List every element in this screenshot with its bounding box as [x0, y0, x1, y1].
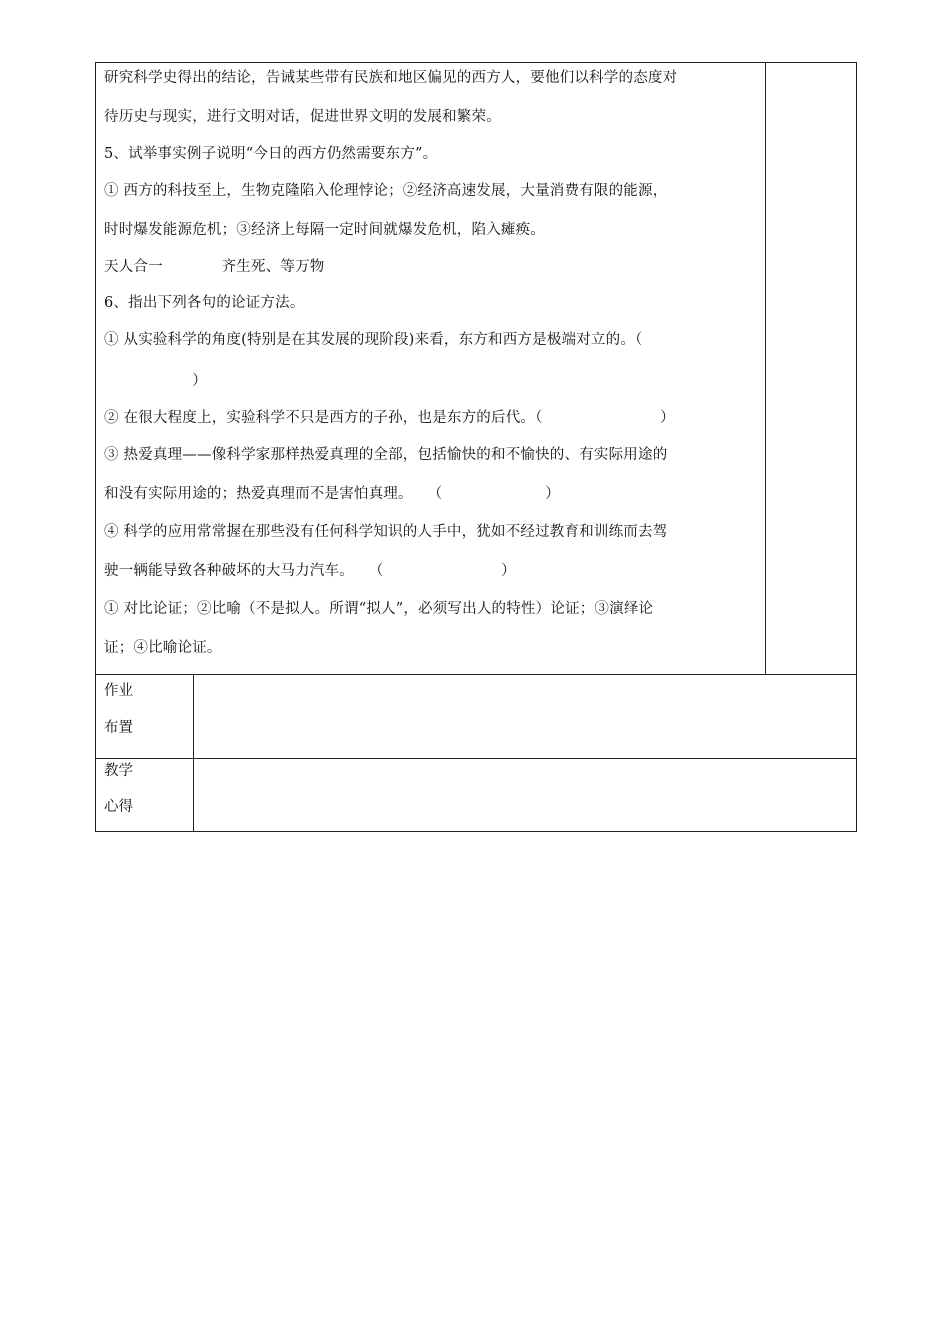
- content-line: 和没有实际用途的；热爱真理而不是害怕真理。 （ ）: [104, 486, 560, 502]
- homework-label-line2: 布置: [104, 720, 133, 736]
- content-line: 研究科学史得出的结论，告诫某些带有民族和地区偏见的西方人，要他们以科学的态度对: [104, 70, 678, 86]
- homework-field[interactable]: [194, 675, 856, 757]
- reflection-label-line1: 教学: [104, 763, 133, 779]
- answer-line: 证；④比喻论证。: [104, 640, 222, 656]
- homework-label-line1: 作业: [104, 683, 133, 699]
- content-line: ① 西方的科技至上，生物克隆陷入伦理悖论；②经济高速发展，大量消费有限的能源，: [104, 183, 668, 199]
- content-line: 驶一辆能导致各种破坏的大马力汽车。 （ ）: [104, 563, 516, 579]
- answer-blank: ）: [104, 373, 207, 389]
- content-line: ② 在很大程度上，实验科学不只是西方的子孙，也是东方的后代。（ ）: [104, 410, 675, 426]
- answer-line: ① 对比论证；②比喻（不是拟人。所谓“拟人”，必须写出人的特性）论证；③演绎论: [104, 601, 654, 617]
- content-line: 时时爆发能源危机；③经济上每隔一定时间就爆发危机，陷入瘫痪。: [104, 222, 545, 238]
- content-line: ③ 热爱真理——像科学家那样热爱真理的全部，包括愉快的和不愉快的、有实际用途的: [104, 447, 668, 463]
- reflection-label-line2: 心得: [104, 799, 133, 815]
- content-line: 天人合一 齐生死、等万物: [104, 259, 325, 275]
- content-line: ④ 科学的应用常常握在那些没有任何科学知识的人手中，犹如不经过教育和训练而去驾: [104, 524, 668, 540]
- right-column-divider: [765, 62, 766, 674]
- question-5: 5、试举事实例子说明“今日的西方仍然需要东方”。: [104, 146, 438, 162]
- content-line: ① 从实验科学的角度(特别是在其发展的现阶段)来看，东方和西方是极端对立的。（: [104, 332, 643, 348]
- content-line: 待历史与现实，进行文明对话，促进世界文明的发展和繁荣。: [104, 109, 501, 125]
- reflection-field[interactable]: [194, 759, 856, 831]
- question-6: 6、指出下列各句的论证方法。: [104, 295, 305, 311]
